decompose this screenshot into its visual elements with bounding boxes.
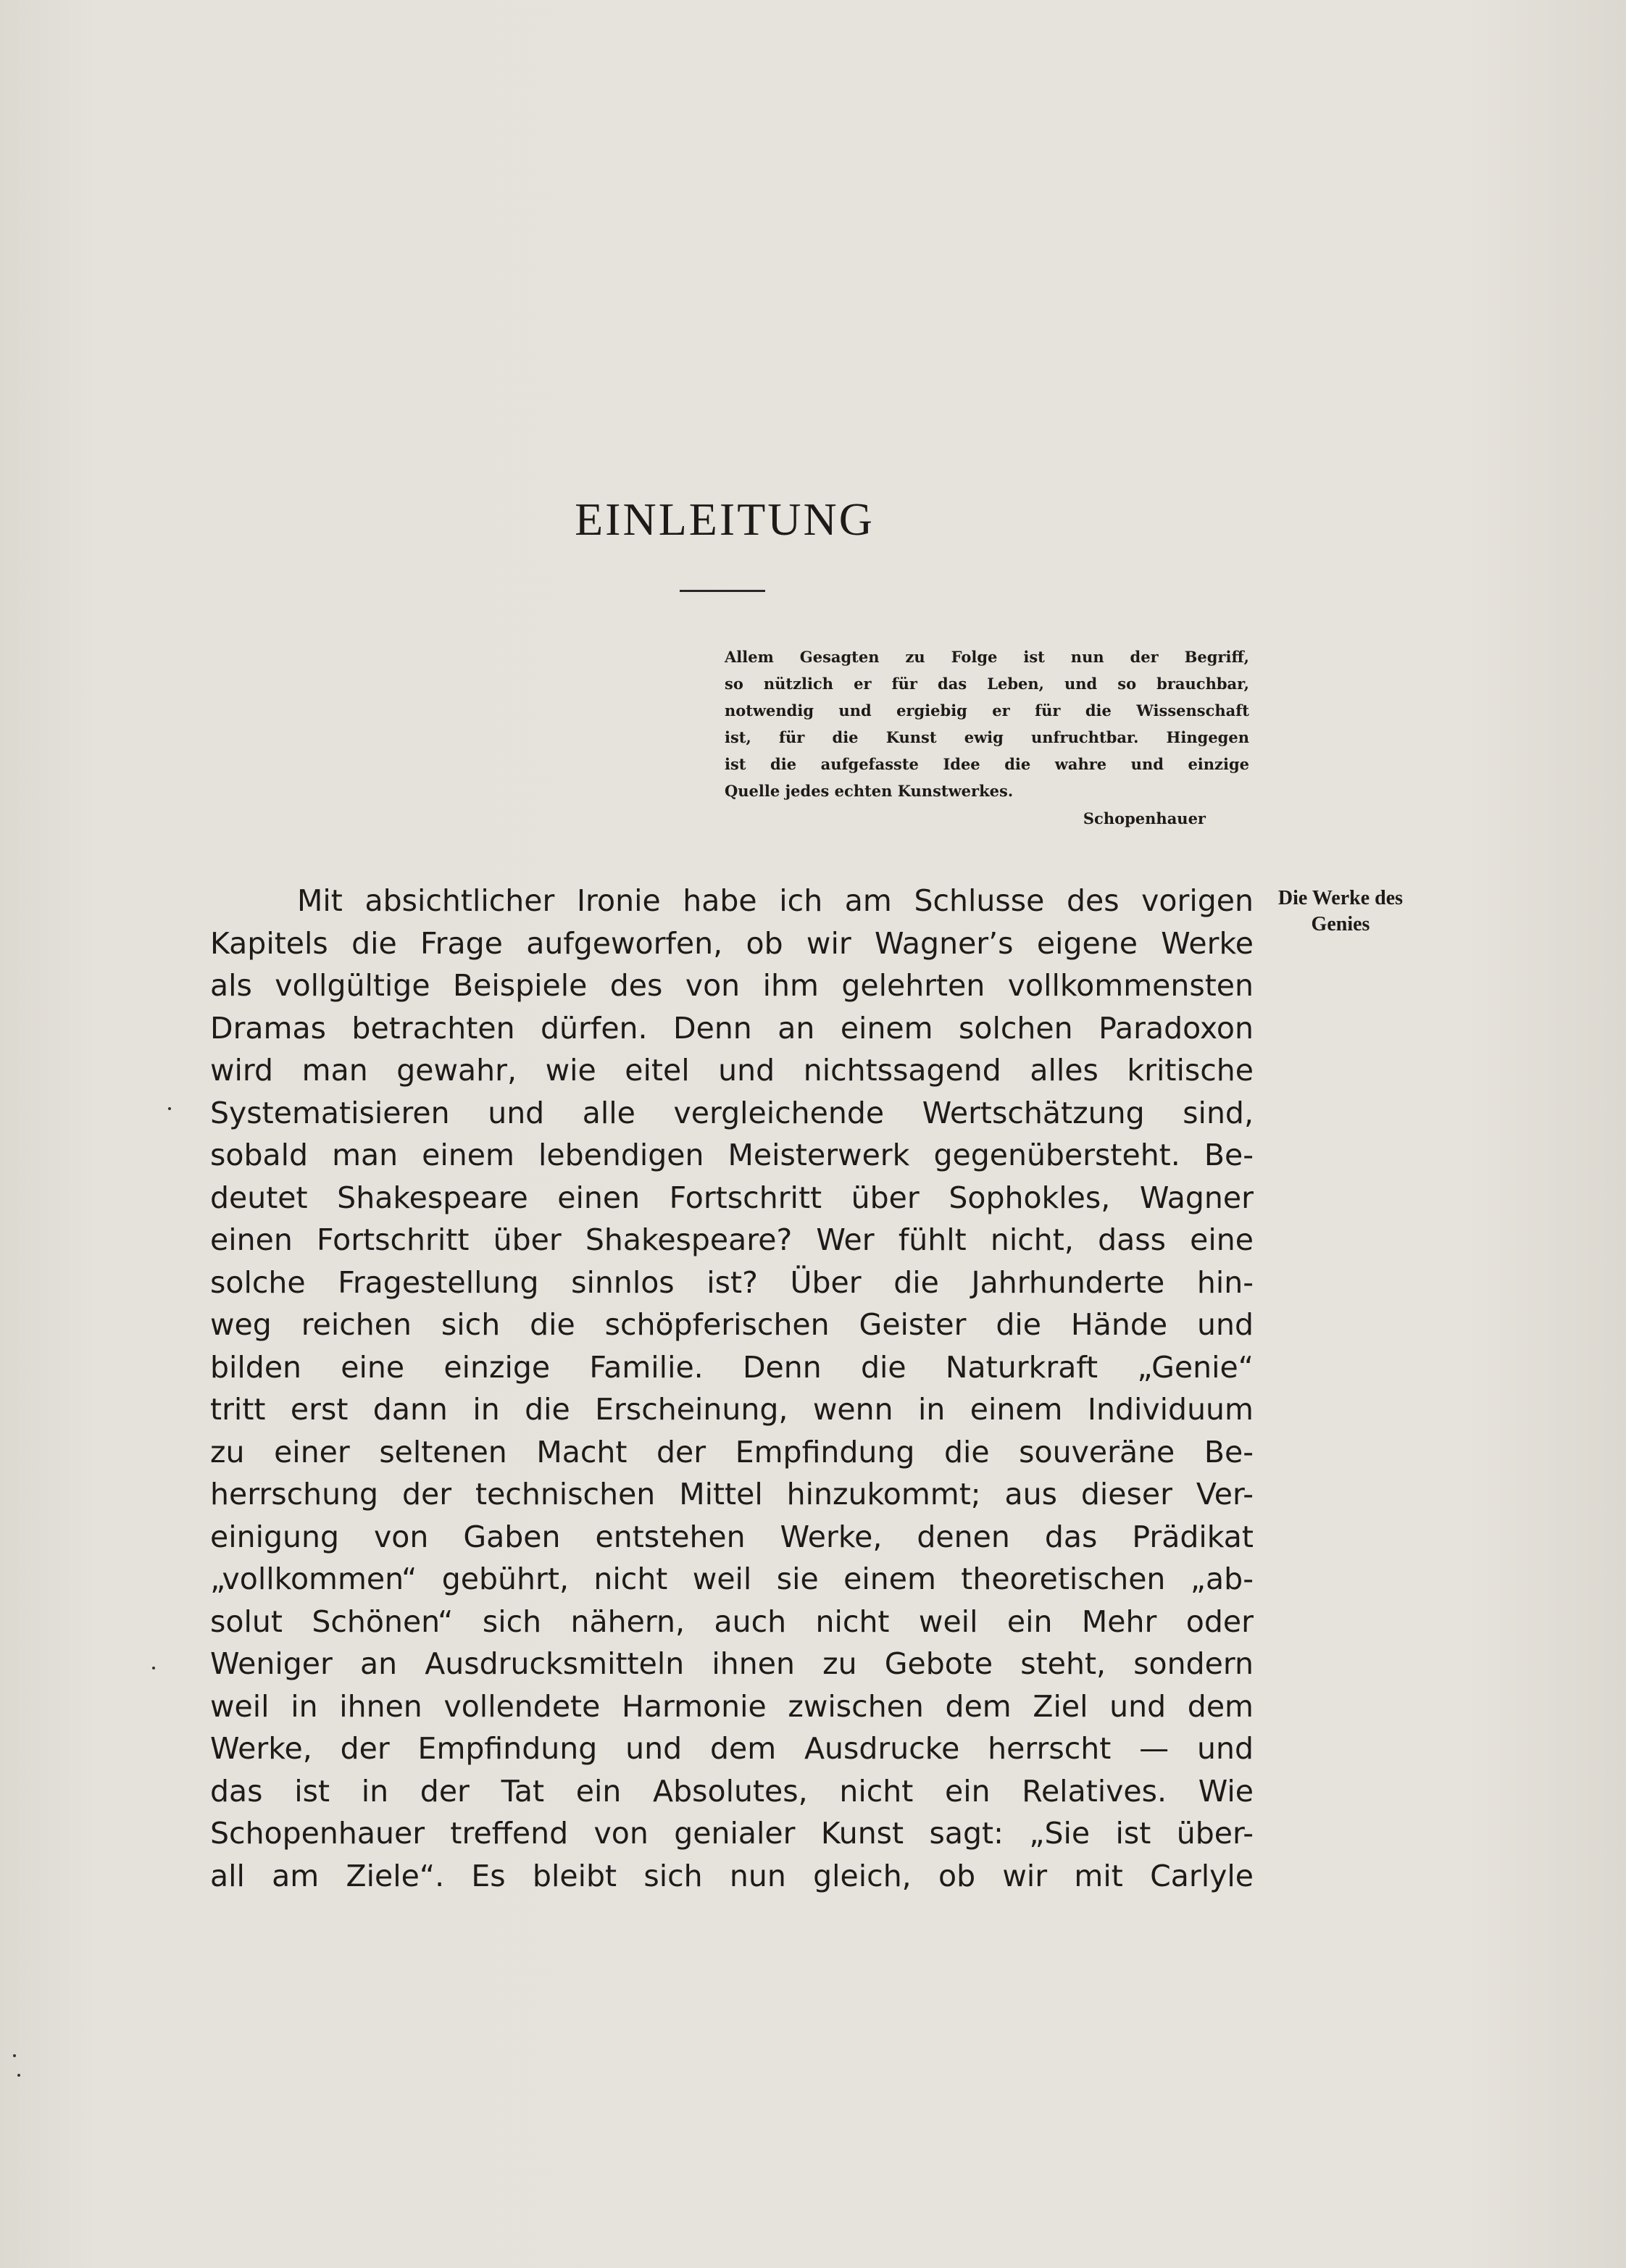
epigraph-line: Quelle jedes echten Kunstwerkes.: [725, 782, 1014, 800]
body-line: Weniger an Ausdrucksmitteln ihnen zu Gebote steht, sondern: [210, 1646, 1254, 1681]
margin-note-line: Die Werke des: [1277, 887, 1404, 909]
paper-speck: [13, 2054, 16, 2057]
body-line: weil in ihnen vollendete Harmonie zwischen dem Ziel und dem: [210, 1688, 1254, 1724]
body-line: herrschung der technischen Mittel hinzukommt; aus dieser Ver-: [210, 1477, 1254, 1512]
body-line: bilden eine einzige Familie. Denn die Naturkraft „Genie“: [210, 1349, 1254, 1385]
body-line: „vollkommen“ gebührt, nicht weil sie einem theoretischen „ab-: [210, 1562, 1254, 1596]
body-line: Mit absichtlicher Ironie habe ich am Schlusse des vorigen: [297, 883, 1254, 918]
body-line: zu einer seltenen Macht der Empfindung die souveräne Be-: [210, 1434, 1254, 1469]
epigraph-line: ist, für die Kunst ewig unfruchtbar. Hingegen: [725, 728, 1249, 746]
paper-speck: [152, 1667, 155, 1669]
body-line: Systematisieren und alle vergleichende Wertschätzung sind,: [210, 1095, 1254, 1130]
body-line: das ist in der Tat ein Absolutes, nicht ein Relatives. Wie: [210, 1773, 1254, 1809]
body-line: solut Schönen“ sich nähern, auch nicht weil ein Mehr oder: [210, 1604, 1254, 1639]
body-line: tritt erst dann in die Erscheinung, wenn in einem Individuum: [210, 1392, 1254, 1427]
body-line: Dramas betrachten dürfen. Denn an einem solchen Paradoxon: [210, 1010, 1254, 1046]
body-line: weg reichen sich die schöpferischen Geister die Hände und: [210, 1307, 1254, 1342]
body-line: Kapitels die Frage aufgeworfen, ob wir Wagner’s eigene Werke: [210, 925, 1254, 961]
heading-rule: [680, 590, 765, 592]
epigraph-author: Schopenhauer: [1083, 809, 1206, 827]
body-line: wird man gewahr, wie eitel und nichtssagend alles kritische: [210, 1053, 1254, 1088]
paper-speck: [17, 2074, 20, 2077]
body-line: deutet Shakespeare einen Fortschritt über Sophokles, Wagner: [210, 1180, 1254, 1215]
paper-speck: [168, 1107, 171, 1110]
margin-note: [1261, 885, 1420, 938]
body-line: als vollgültige Beispiele des von ihm gelehrten vollkommensten: [210, 968, 1254, 1003]
body-line: einen Fortschritt über Shakespeare? Wer fühlt nicht, dass eine: [210, 1222, 1254, 1257]
epigraph-line: so nützlich er für das Leben, und so brauchbar,: [725, 675, 1249, 693]
body-line: Schopenhauer treffend von genialer Kunst sagt: „Sie ist über-: [210, 1816, 1254, 1851]
body-line: einigung von Gaben entstehen Werke, denen das Prädikat: [210, 1519, 1254, 1554]
epigraph-line: Allem Gesagten zu Folge ist nun der Begriff,: [725, 648, 1249, 666]
body-paragraph: [210, 880, 1254, 1897]
epigraph-line: ist die aufgefasste Idee die wahre und einzige: [725, 755, 1249, 773]
body-line: sobald man einem lebendigen Meisterwerk gegenübersteht. Be-: [210, 1138, 1254, 1172]
body-line: all am Ziele“. Es bleibt sich nun gleich, ob wir mit Carlyle: [210, 1858, 1254, 1893]
body-line: solche Fragestellung sinnlos ist? Über die Jahrhunderte hin-: [210, 1264, 1254, 1300]
margin-note-line: Genies: [1311, 913, 1370, 935]
epigraph: [725, 643, 1249, 833]
body-line: Werke, der Empfindung und dem Ausdrucke herrscht — und: [210, 1731, 1254, 1766]
chapter-heading: EINLEITUNG: [575, 493, 875, 545]
epigraph-line: notwendig und ergiebig er für die Wissenschaft: [725, 701, 1249, 720]
